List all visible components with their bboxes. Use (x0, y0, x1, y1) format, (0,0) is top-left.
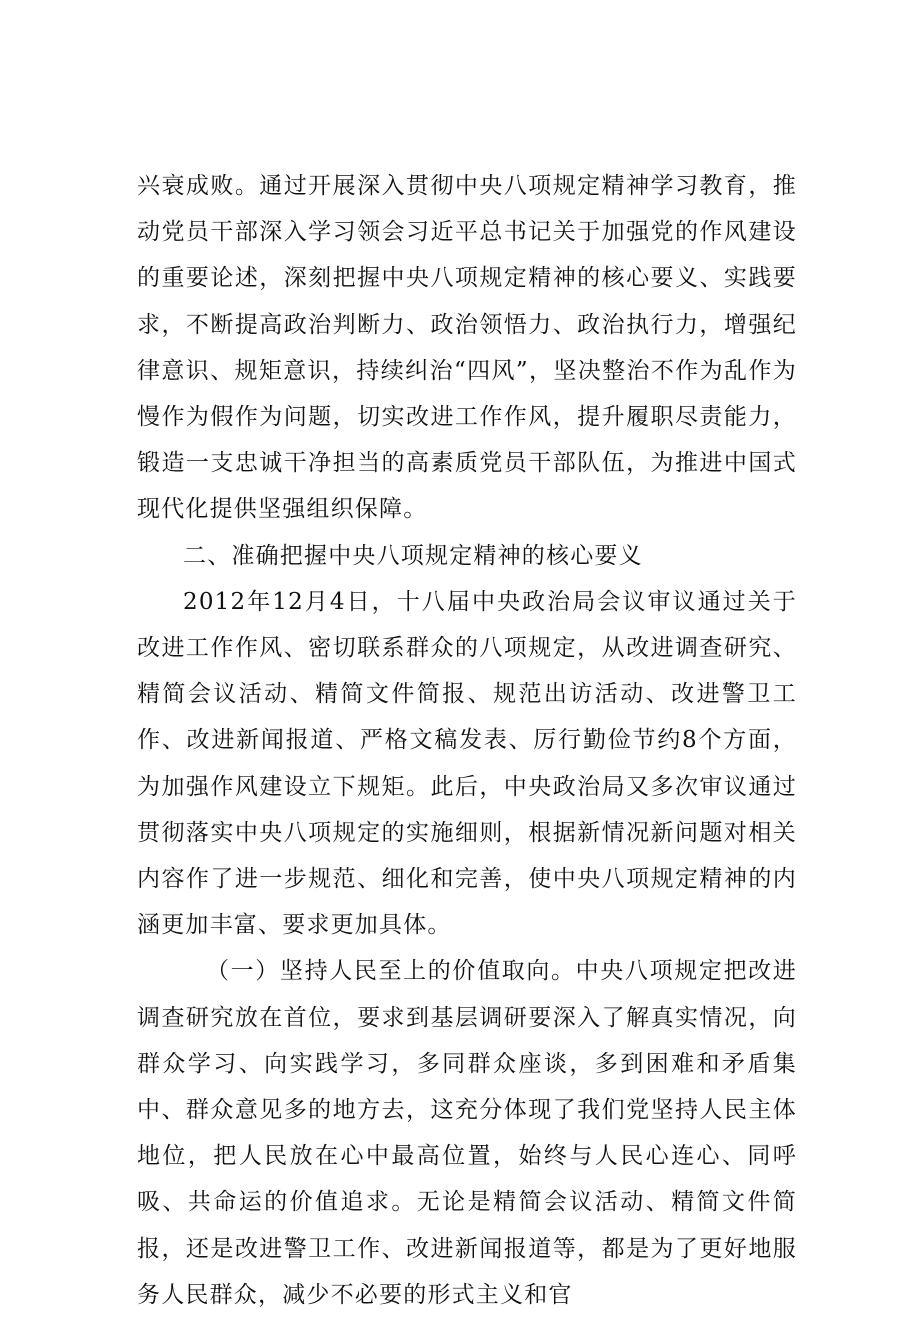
paragraph-background: 2012年12月4日，十八届中央政治局会议审议通过关于改进工作作风、密切联系群众的八项规定，从改进调查研究、精简会议活动、精简文件简报、规范出访活动、改进警卫工作、改进新闻报道、严格文稿发表、厉行勤俭节约8个方面，为加强作风建设立下规矩。此后，中央政治局又多次审议通过贯彻落实中央八项规定的实施细则，根据新情况新问题对相关内容作了进一步规范、细化和完善，使中央八项规定精神的内涵更加丰富、要求更加具体。 (137, 588, 797, 939)
paragraph-continuation: 兴衰成败。通过开展深入贯彻中央八项规定精神学习教育，推动党员干部深入学习领会习近平总书记关于加强党的作风建设的重要论述，深刻把握中央八项规定精神的核心要义、实践要求，不断提高政治判断力、政治领悟力、政治执行力，增强纪律意识、规矩意识，持续纠治“四风”，坚决整治不作为乱作为慢作为假作为问题，切实改进工作作风，提升履职尽责能力，锻造一支忠诚干净担当的高素质党员干部队伍，为推进中国式现代化提供坚强组织保障。 (137, 173, 797, 523)
section-heading: 二、准确把握中央八项规定精神的核心要义 (183, 542, 643, 569)
document-body (137, 163, 797, 1318)
paragraph-subsection-one: （一）坚持人民至上的价值取向。中央八项规定把改进调查研究放在首位，要求到基层调研要深入了解真实情况，向群众学习、向实践学习，多同群众座谈，多到困难和矛盾集中、群众意见多的地方去，这充分体现了我们党坚持人民主体地位，把人民放在心中最高位置，始终与人民心连心、同呼吸、共命运的价值追求。无论是精简会议活动、精简文件简报，还是改进警卫工作、改进新闻报道等，都是为了更好地服务人民群众，减少不必要的形式主义和官 (137, 958, 797, 1308)
